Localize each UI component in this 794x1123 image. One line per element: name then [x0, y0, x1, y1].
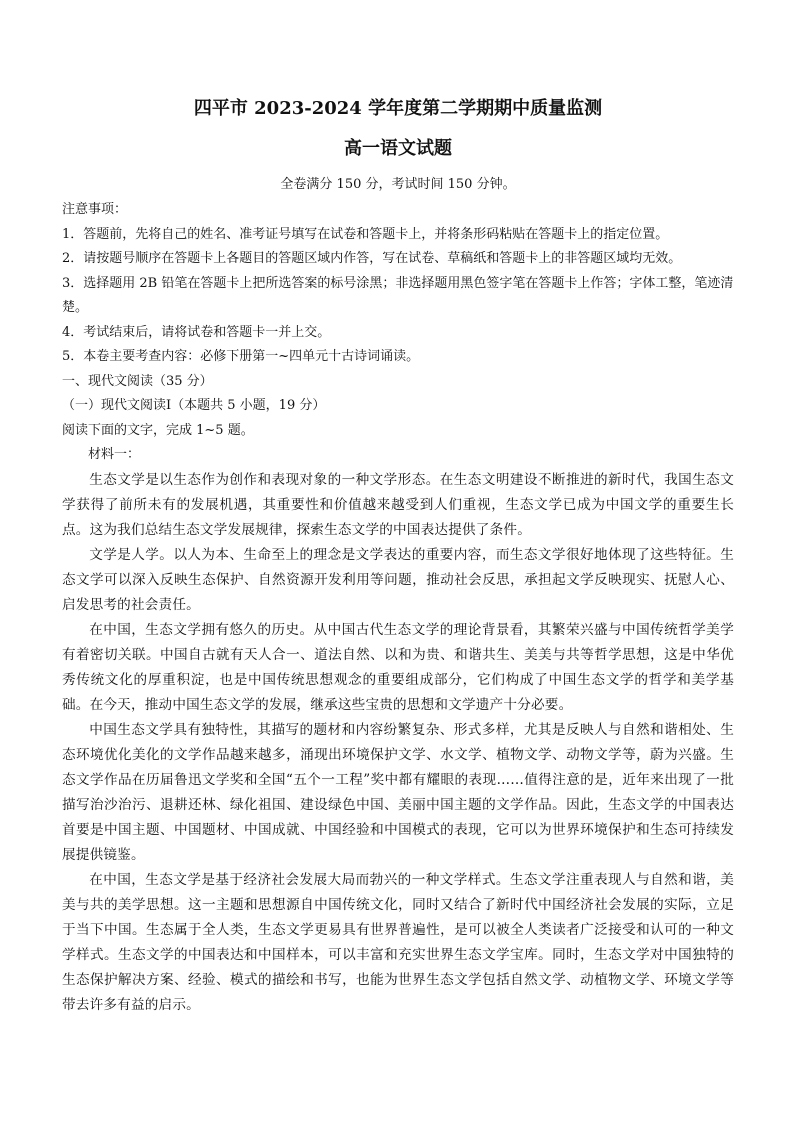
- paragraph: 文学是人学。以人为本、生命至上的理念是文学表达的重要内容，而生态文学很好地体现了这些特征。生态文学可以深入反映生态保护、自然资源开发利用等问题，推动社会反思，承担起文学反映现实、抚慰人心、启发思考的社会责任。: [62, 546, 734, 613]
- note-item-1: 1．答题前，先将自己的姓名、准考证号填写在试卷和答题卡上，并将条形码粘贴在答题卡上的指定位置。: [62, 226, 669, 242]
- paragraph: 在中国，生态文学是基于经济社会发展大局而勃兴的一种文学样式。生态文学注重表现人与自然和谐，美美与共的美学思想。这一主题和思想源自中国传统文化，同时又结合了新时代中国经济社会发展的实际，立足于当下中国。生态属于全人类，生态文学更易具有世界普遍性，是可以被全人类读者广泛接受和认可的一种文学样式。生态文学的中国表达和中国样本，可以丰富和充实世界生态文学宝库。同时，生态文学对中国独特的生态保护解决方案、经验、模式的描绘和书写，也能为世界生态文学包括自然文学、动植物文学、环境文学等带去许多有益的启示。: [62, 871, 734, 1013]
- note-item-2: 2．请按题号顺序在答题卡上各题目的答题区域内作答，写在试卷、草稿纸和答题卡上的非答题区域均无效。: [62, 251, 682, 266]
- section-sub-heading: （一）现代文阅读Ⅰ（本题共 5 小题，19 分）: [62, 398, 326, 413]
- note-item-4: 4．考试结束后，请将试卷和答题卡一并上交。: [62, 324, 331, 340]
- exam-info: 全卷满分 150 分，考试时间 150 分钟。: [280, 177, 516, 192]
- exam-title: 四平市 2023-2024 学年度第二学期期中质量监测: [193, 98, 603, 119]
- section-heading: 一、现代文阅读（35 分）: [62, 373, 213, 389]
- paragraph: 在中国，生态文学拥有悠久的历史。从中国古代生态文学的理论背景看，其繁荣兴盛与中国传统哲学美学有着密切关联。中国自古就有天人合一、道法自然、以和为贵、和谐共生、美美与共等哲学思想，这是中华优秀传统文化的厚重积淀，也是中国传统思想观念的重要组成部分，它们构成了中国生态文学的哲学和美学基础。在今天，推动中国生态文学的发展，继承这些宝贵的思想和文学遗产十分必要。: [62, 621, 734, 713]
- exam-subtitle: 高一语文试题: [344, 138, 452, 159]
- paragraph: 中国生态文学具有独特性，其描写的题材和内容纷繁复杂、形式多样，尤其是反映人与自然和谐相处、生态环境优化美化的文学作品越来越多，涌现出环境保护文学、水文学、植物文学、动物文学等，蔚为兴盛。生态文学作品在历届鲁迅文学奖和全国“五个一工程”奖中都有耀眼的表现……值得注意的是，近年来出现了一批描写治沙治污、退耕还林、绿化祖国、建设绿色中国、美丽中国主题的文学作品。因此，生态文学的中国表达首要是中国主题、中国题材、中国成就、中国经验和中国模式的表现，它可以为世界环境保护和生态可持续发展提供镜鉴。: [62, 721, 734, 863]
- paragraph: 生态文学是以生态作为创作和表现对象的一种文学形态。在生态文明建设不断推进的新时代，我国生态文学获得了前所未有的发展机遇，其重要性和价值越来越受到人们重视，生态文学已成为中国文学的重要生长点。这为我们总结生态文学发展规律，探索生态文学的中国表达提供了条件。: [62, 471, 734, 538]
- notes-heading: 注意事项：: [62, 202, 128, 217]
- note-item-5: 5．本卷主要考查内容：必修下册第一~四单元十古诗词诵读。: [62, 349, 420, 364]
- exam-page: [62, 96, 734, 1018]
- material-label: 材料一：: [88, 447, 141, 462]
- note-item-3: 3．选择题用 2B 铅笔在答题卡上把所选答案的标号涂黑；非选择题用黑色签字笔在答题卡上作答；字体工整，笔迹清楚。: [62, 275, 734, 315]
- reading-instruction: 阅读下面的文字，完成 1~5 题。: [62, 422, 254, 438]
